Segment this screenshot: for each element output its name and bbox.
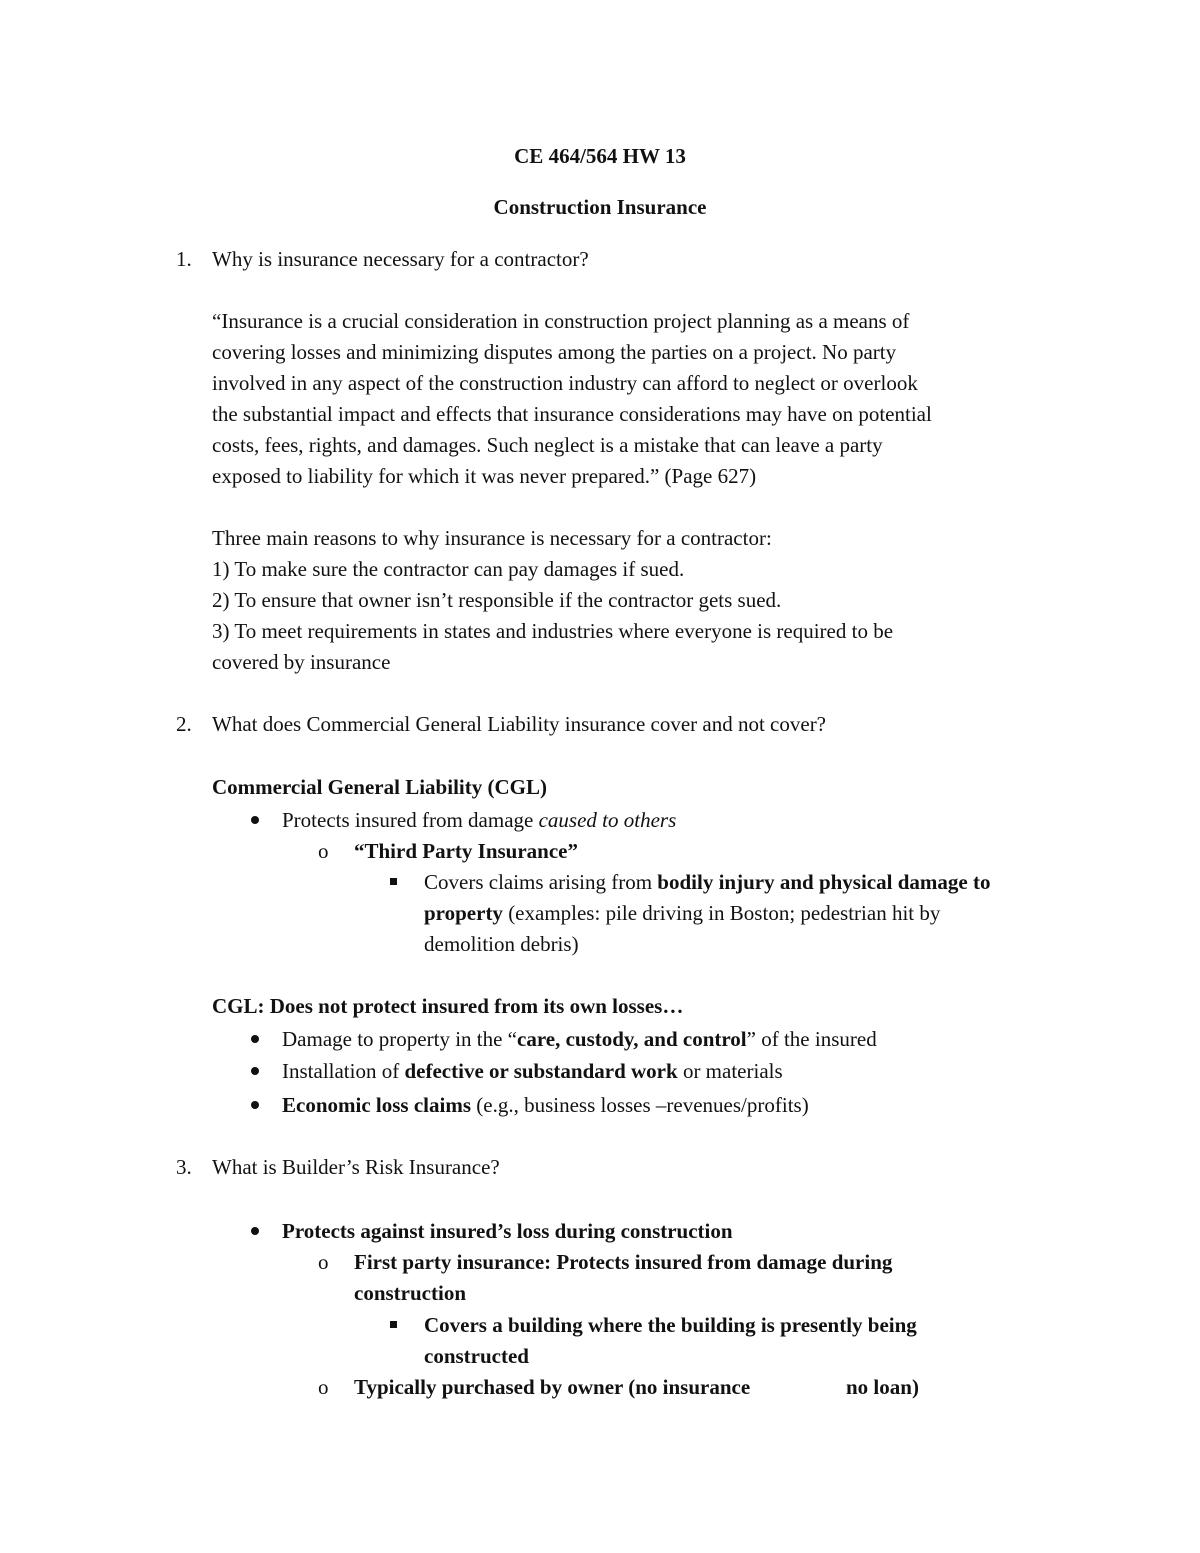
q1-reason: 2) To ensure that owner isn’t responsible if the contractor gets sued. <box>212 588 782 612</box>
cgl-bullet: Protects insured from damage caused to others <box>282 808 677 832</box>
sub-bullet-icon: o <box>318 839 329 863</box>
bullet-icon <box>251 1067 259 1075</box>
cgl-covers-line: Covers claims arising from bodily injury and physical damage to <box>424 870 991 894</box>
sub-bullet-icon: o <box>318 1375 329 1399</box>
q1-reason: 3) To meet requirements in states and industries where everyone is required to be <box>212 619 894 643</box>
q3-question: What is Builder’s Risk Insurance? <box>212 1155 500 1179</box>
cgl-covers-line: demolition debris) <box>424 932 579 956</box>
cgl-not-bullet: Installation of defective or substandard work or materials <box>282 1059 783 1083</box>
typically-purchased-line: Typically purchased by owner (no insurance <box>354 1375 751 1399</box>
cgl-not-heading: CGL: Does not protect insured from its own losses… <box>212 994 684 1018</box>
q1-number: 1. <box>176 247 192 271</box>
third-party-label: “Third Party Insurance” <box>354 839 579 863</box>
first-party-line: construction <box>354 1281 466 1305</box>
cgl-not-bullet: Damage to property in the “care, custody, and control” of the insured <box>282 1027 877 1051</box>
q1-reasons-intro: Three main reasons to why insurance is necessary for a contractor: <box>212 526 772 550</box>
square-bullet-icon <box>390 878 397 885</box>
cgl-heading: Commercial General Liability (CGL) <box>212 775 547 799</box>
bullet-icon <box>251 1101 259 1109</box>
builders-risk-bullet: Protects against insured’s loss during construction <box>282 1219 733 1243</box>
builders-covers-line: constructed <box>424 1344 529 1368</box>
page-title: Construction Insurance <box>493 195 707 219</box>
q1-quote-line: costs, fees, rights, and damages. Such neglect is a mistake that can leave a party <box>212 433 883 457</box>
cgl-covers-line: property (examples: pile driving in Boston; pedestrian hit by <box>424 901 941 925</box>
q1-quote-line: exposed to liability for which it was never prepared.” (Page 627) <box>212 464 757 488</box>
q2-number: 2. <box>176 712 192 736</box>
builders-covers-line: Covers a building where the building is presently being <box>424 1313 917 1337</box>
q1-quote-line: “Insurance is a crucial consideration in construction project planning as a means of <box>212 309 910 333</box>
bullet-icon <box>251 816 259 824</box>
q1-quote-line: the substantial impact and effects that insurance considerations may have on potential <box>212 402 932 426</box>
q1-reason: 1) To make sure the contractor can pay damages if sued. <box>212 557 685 581</box>
bullet-icon <box>251 1035 259 1043</box>
course-title: CE 464/564 HW 13 <box>514 144 686 168</box>
q1-quote-line: covering losses and minimizing disputes among the parties on a project. No party <box>212 340 897 364</box>
q2-question: What does Commercial General Liability insurance cover and not cover? <box>212 712 827 736</box>
q1-quote-line: involved in any aspect of the construction industry can afford to neglect or overlook <box>212 371 918 395</box>
q3-number: 3. <box>176 1155 192 1179</box>
sub-bullet-icon: o <box>318 1250 329 1274</box>
q1-question: Why is insurance necessary for a contractor? <box>212 247 589 271</box>
bullet-icon <box>251 1227 259 1235</box>
cgl-not-bullet: Economic loss claims (e.g., business losses –revenues/profits) <box>282 1093 809 1117</box>
typically-purchased-line-end: no loan) <box>846 1375 919 1399</box>
first-party-line: First party insurance: Protects insured from damage during <box>354 1250 893 1274</box>
q1-reason: covered by insurance <box>212 650 391 674</box>
square-bullet-icon <box>390 1321 397 1328</box>
